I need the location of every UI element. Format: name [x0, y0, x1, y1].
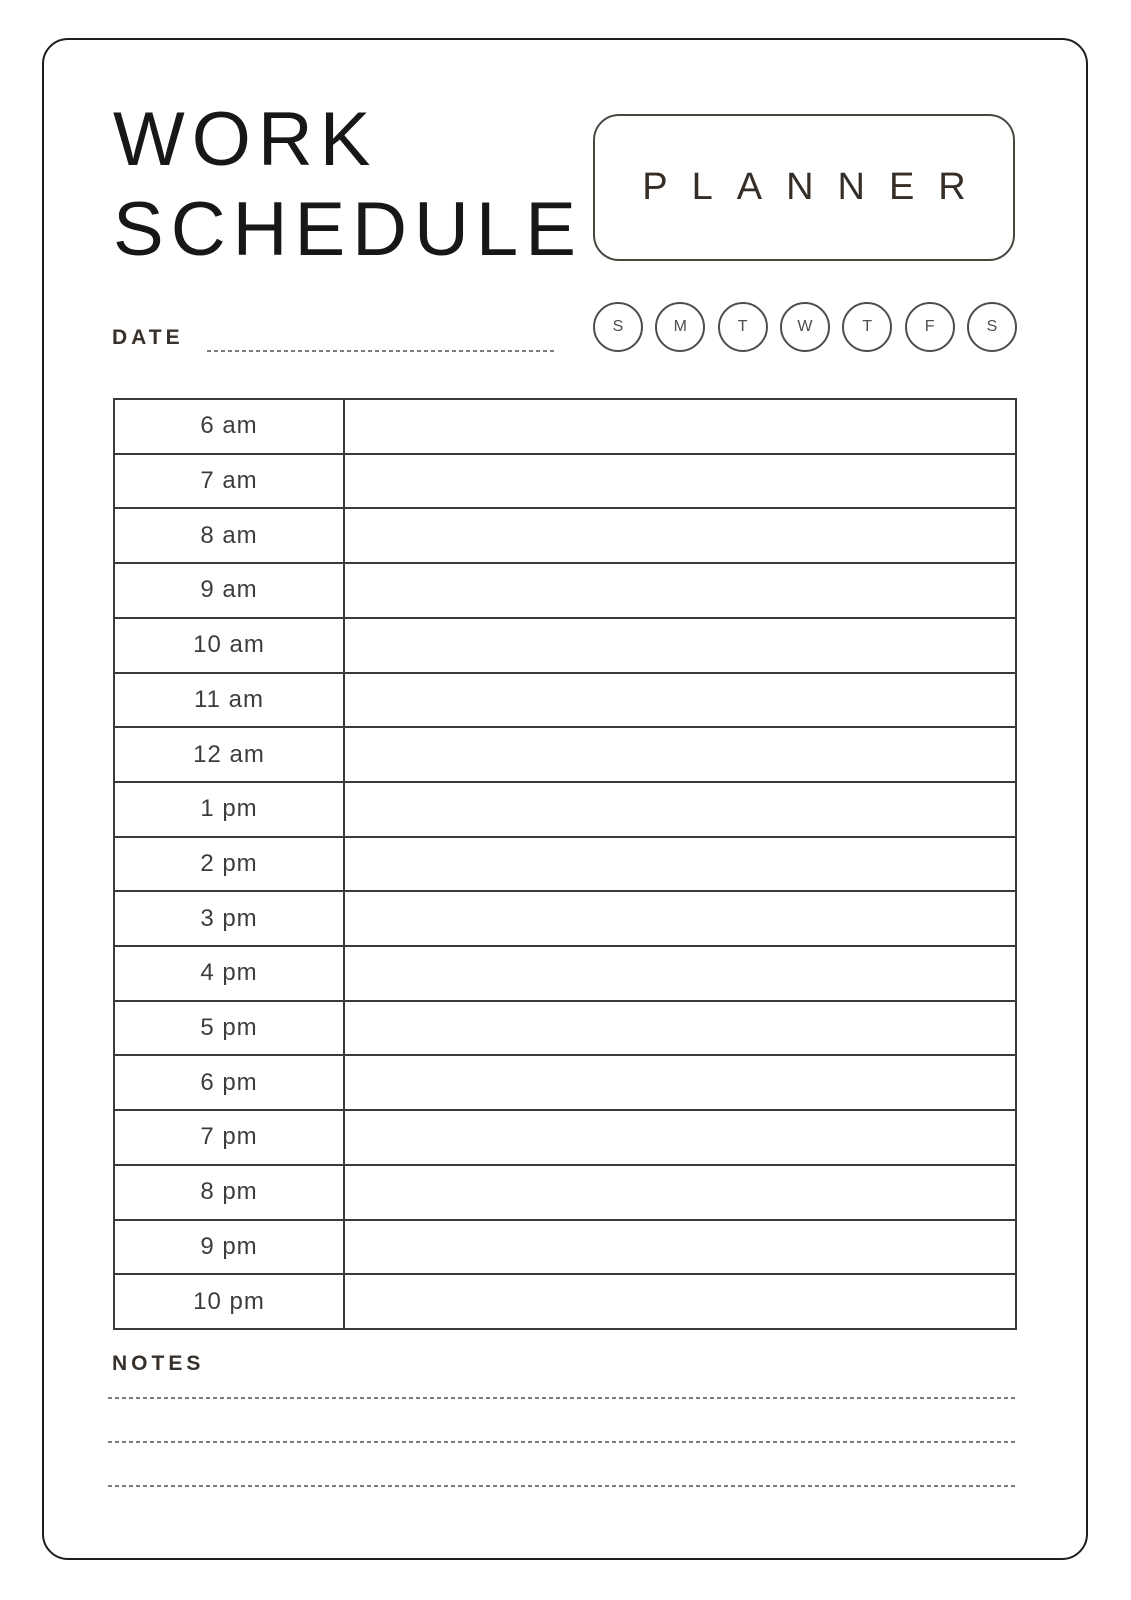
weekday-circle-sunday: S — [593, 302, 643, 352]
weekday-circle-friday: F — [905, 302, 955, 352]
schedule-table — [113, 398, 1017, 1330]
weekday-circle-thursday: T — [842, 302, 892, 352]
entry-cell — [345, 1275, 1015, 1328]
time-label: 10 am — [115, 619, 345, 672]
entry-cell — [345, 838, 1015, 891]
entry-cell — [345, 1111, 1015, 1164]
date-value — [215, 322, 555, 348]
entry-cell — [345, 1221, 1015, 1274]
table-row — [115, 783, 1015, 838]
time-label: 6 am — [115, 400, 345, 453]
table-row — [115, 1275, 1015, 1328]
notes-fill-line — [108, 1485, 1016, 1487]
time-label: 8 am — [115, 509, 345, 562]
table-row — [115, 1111, 1015, 1166]
table-row — [115, 892, 1015, 947]
entry-cell — [345, 455, 1015, 508]
weekday-circle-wednesday: W — [780, 302, 830, 352]
table-row — [115, 1166, 1015, 1221]
table-row — [115, 728, 1015, 783]
time-label: 4 pm — [115, 947, 345, 1000]
entry-cell — [345, 1002, 1015, 1055]
entry-cell — [345, 892, 1015, 945]
planner-badge — [593, 114, 1015, 261]
time-label: 9 pm — [115, 1221, 345, 1274]
page-title-line2: SCHEDULE — [113, 187, 583, 272]
time-label: 12 am — [115, 728, 345, 781]
weekday-circle-tuesday: T — [718, 302, 768, 352]
weekday-row — [593, 302, 1017, 352]
entry-cell — [345, 564, 1015, 617]
date-label: DATE — [112, 326, 184, 349]
table-row — [115, 1002, 1015, 1057]
entry-cell — [345, 783, 1015, 836]
entry-cell — [345, 947, 1015, 1000]
planner-badge-label: PLANNER — [642, 166, 990, 208]
notes-fill-line — [108, 1441, 1016, 1443]
notes-label: NOTES — [112, 1352, 205, 1375]
table-row — [115, 1056, 1015, 1111]
entry-cell — [345, 509, 1015, 562]
table-row — [115, 564, 1015, 619]
time-label: 5 pm — [115, 1002, 345, 1055]
time-label: 7 pm — [115, 1111, 345, 1164]
table-row — [115, 400, 1015, 455]
table-row — [115, 619, 1015, 674]
time-label: 11 am — [115, 674, 345, 727]
entry-cell — [345, 1056, 1015, 1109]
entry-cell — [345, 1166, 1015, 1219]
time-label: 3 pm — [115, 892, 345, 945]
entry-cell — [345, 400, 1015, 453]
page-title-line1: WORK — [113, 97, 378, 182]
time-label: 10 pm — [115, 1275, 345, 1328]
page-title — [113, 95, 583, 275]
weekday-circle-saturday: S — [967, 302, 1017, 352]
notes-fill-line — [108, 1397, 1016, 1399]
entry-cell — [345, 728, 1015, 781]
time-label: 1 pm — [115, 783, 345, 836]
date-fill-line — [207, 350, 557, 352]
table-row — [115, 674, 1015, 729]
table-row — [115, 838, 1015, 893]
table-row — [115, 455, 1015, 510]
time-label: 7 am — [115, 455, 345, 508]
time-label: 2 pm — [115, 838, 345, 891]
table-row — [115, 509, 1015, 564]
table-row — [115, 1221, 1015, 1276]
time-label: 9 am — [115, 564, 345, 617]
time-label: 6 pm — [115, 1056, 345, 1109]
entry-cell — [345, 619, 1015, 672]
entry-cell — [345, 674, 1015, 727]
weekday-circle-monday: M — [655, 302, 705, 352]
time-label: 8 pm — [115, 1166, 345, 1219]
table-row — [115, 947, 1015, 1002]
